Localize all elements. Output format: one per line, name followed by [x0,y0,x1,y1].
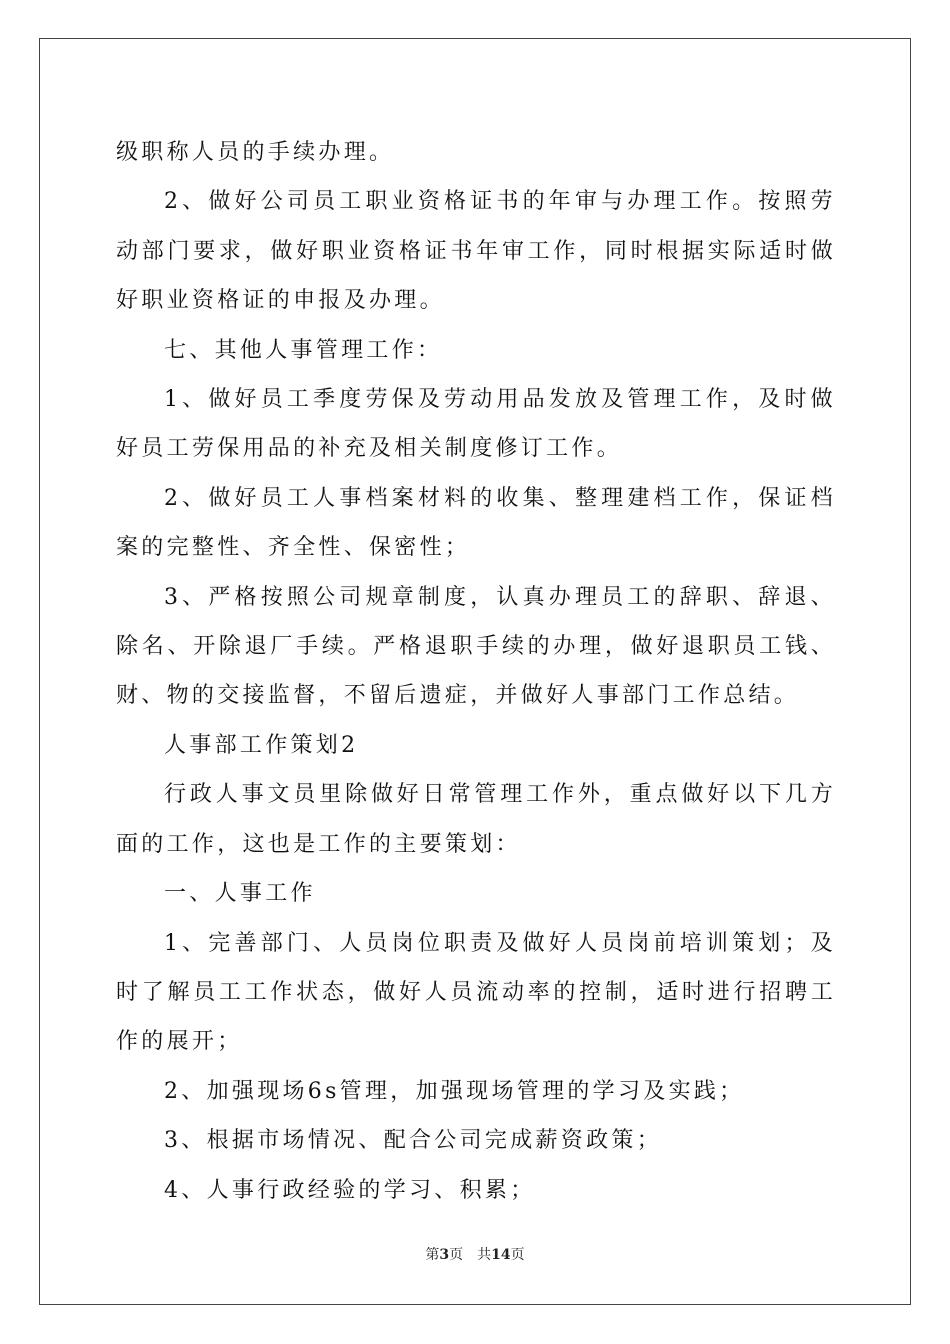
page-footer [0,1246,950,1264]
page-total-label: 共14页 [477,1247,525,1263]
paragraph: 级职称人员的手续办理。 [116,140,395,165]
page-number-label: 第3页 [425,1247,464,1263]
paragraph: 行政人事文员里除做好日常管理工作外，重点做好以下几方面的工作，这也是工作的主要策划： [116,782,836,857]
paragraph: 4、人事行政经验的学习、积累； [164,1177,536,1203]
paragraph: 2、加强现场6s管理，加强现场管理的学习及实践； [164,1078,745,1104]
paragraph: 3、根据市场情况、配合公司完成薪资政策； [164,1128,662,1154]
section-heading: 一、人事工作 [164,881,316,907]
paragraph: 3、严格按照公司规章制度，认真办理员工的辞职、辞退、除名、开除退厂手续。严格退职手续的办理，做好退职员工钱、财、物的交接监督，不留后遗症，并做好人事部门工作总结。 [116,584,836,709]
document-subtitle: 人事部工作策划2 [164,732,359,758]
paragraph: 1、做好员工季度劳保及劳动用品发放及管理工作，及时做好员工劳保用品的补充及相关制度修订工作。 [116,387,836,462]
section-heading: 七、其他人事管理工作： [164,337,443,363]
document-body [116,128,836,1215]
paragraph: 2、做好公司员工职业资格证书的年审与办理工作。按照劳动部门要求，做好职业资格证书年审工作，同时根据实际适时做好职业资格证的申报及办理。 [116,189,836,314]
paragraph: 2、做好员工人事档案材料的收集、整理建档工作，保证档案的完整性、齐全性、保密性； [116,485,836,561]
paragraph: 1、完善部门、人员岗位职责及做好人员岗前培训策划；及时了解员工工作状态，做好人员流动率的控制，适时进行招聘工作的展开； [116,930,836,1055]
